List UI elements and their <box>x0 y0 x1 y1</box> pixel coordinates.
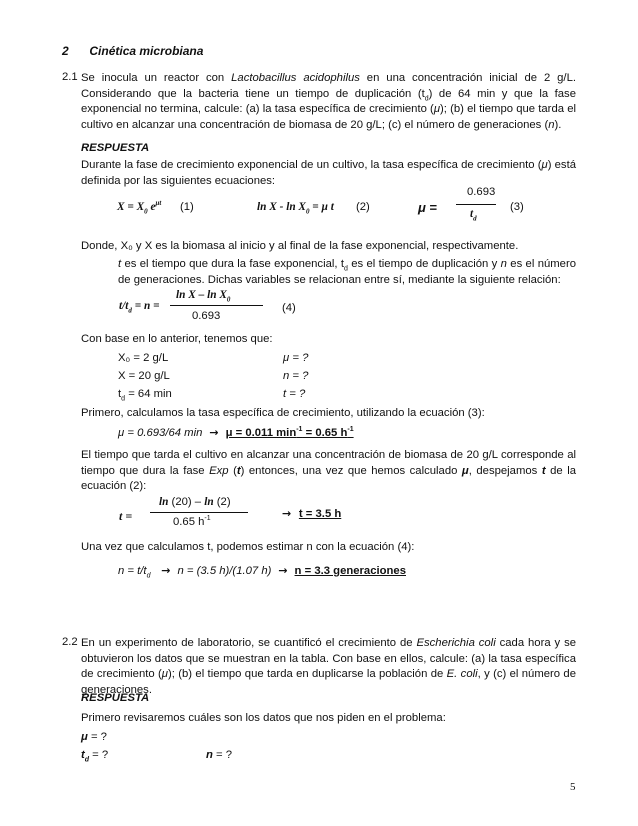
equation-5-denominator: 0.65 $h^{-1}$ <box>173 515 211 528</box>
equation-3-numerator: 0.693 <box>467 186 496 198</box>
equation-2: $\ln X - \ln X_0 = \mu$ t <box>257 201 334 216</box>
arrow-right-icon: → <box>205 426 223 439</box>
equation-5-fraction-bar <box>150 512 248 513</box>
respuesta-heading: RESPUESTA <box>81 142 150 154</box>
equation-3-denominator: $t_d$ <box>470 208 477 223</box>
ask-td: $t_d$ = ? <box>81 749 109 764</box>
mu-calculation: μ = 0.693/64 min → μ = 0.011 $\min^{-1} = 0.65$ $h^{-1}$ <box>118 426 354 439</box>
ask-n: n = ? <box>206 749 233 761</box>
arrow-right-icon: → <box>282 507 299 520</box>
section-title: Cinética microbiana <box>89 44 204 58</box>
donde-paragraph: Donde, X₀ y X es la biomasa al inicio y al final de la fase exponencial, respectivamente. <box>81 240 519 252</box>
n-result: n = 3.3 generaciones <box>294 565 406 577</box>
tdef-paragraph: t es el tiempo que dura la fase exponencial, $t_d$ es el tiempo de duplicación y n es el número de generaciones. Dichas variables se relacionan entre sí, mediante la siguiente relación: <box>118 258 576 286</box>
ask-mu: μ = ? <box>81 731 107 743</box>
problem-number: 2.2 <box>62 636 78 648</box>
data-t: t = ? <box>283 388 306 400</box>
intro-paragraph: Durante la fase de crecimiento exponencial de un cultivo, la tasa específica de crecimiento (μ) está definida por las siguientes ecuaciones: <box>81 159 576 187</box>
equation-4-numerator: ln X – $\ln X_0$ <box>176 289 231 304</box>
equation-3-number: (3) <box>510 201 524 213</box>
equation-3-fraction-bar <box>456 204 496 205</box>
conbase-text: Con base en lo anterior, tenemos que: <box>81 333 273 345</box>
data-x: X = 20 g/L <box>118 370 170 382</box>
page-number: 5 <box>570 781 576 793</box>
problem-number: 2.1 <box>62 71 78 83</box>
n-calculation: $n = t/t_d \to n = (3.5$ h)/(1.07 h) → n = 3.3 generaciones <box>118 564 406 580</box>
problem-2-2-text: En un experimento de laboratorio, se cuantificó el crecimiento de Escherichia coli cada hora y se obtuvieron los datos que se muestran en la tabla. Con base en ellos, calcule: (a) la tasa específica de crecimiento (μ); (b) el tiempo que tarda en duplicarse la población de E. coli, y (c) el número de generaciones. <box>81 637 577 696</box>
t-result-line <box>282 507 341 520</box>
primero-text: Primero, calculamos la tasa específica de crecimiento, utilizando la ecuación (3): <box>81 407 485 419</box>
t-result: t = 3.5 h <box>298 508 342 520</box>
section-number: 2 <box>62 44 69 58</box>
respuesta-heading: RESPUESTA <box>81 692 150 704</box>
data-td: $t_d = 64$ min <box>118 388 172 403</box>
problem-2-1-text: Se inocula un reactor con Lactobacillus acidophilus en una concentración inicial de 2 g/L. Considerando que la bacteria tiene un tiempo de duplicación $(t_d)$ de 64 min y que la fase exponencial no termina, calcule: (a) la tasa específica de crecimiento (μ); (b) el tiempo que tarda el cultivo en alcanzar una concentración de biomasa de 20 g/L; (c) el número de generaciones (n). <box>81 72 576 131</box>
equation-5-numerator: ln (20) – ln (2) <box>159 496 231 508</box>
equation-4-denominator: 0.693 <box>192 310 221 322</box>
equation-3-lhs: μ = <box>418 200 438 215</box>
data-mu: μ = ? <box>283 352 309 364</box>
data-x0: X₀ = 2 g/L <box>118 352 169 364</box>
equation-1-number: (1) <box>180 201 194 213</box>
section-heading <box>62 44 203 58</box>
mu-result: μ = 0.011 $\min^{-1} = 0.65$ $h^{-1}$ <box>225 426 354 439</box>
equation-4-fraction-bar <box>170 305 263 306</box>
equation-4-lhs: $t/t_d = n$ = <box>119 300 160 315</box>
equation-5-lhs: t = <box>119 509 133 523</box>
equation-2-number: (2) <box>356 201 370 213</box>
tiempo-paragraph: El tiempo que tarda el cultivo en alcanzar una concentración de biomasa de 20 g/L corresponde al tiempo que dura la fase Exp (t) entonces, una vez que hemos calculado μ, despejamos t de la ecuación (2): <box>81 449 576 492</box>
unavez-text: Una vez que calculamos t, podemos estimar n con la ecuación (4): <box>81 541 415 553</box>
arrow-right-icon: → <box>153 564 175 577</box>
equation-4-number: (4) <box>282 302 296 314</box>
revisaremos-text: Primero revisaremos cuáles son los datos que nos piden en el problema: <box>81 712 446 724</box>
arrow-right-icon: → <box>274 564 292 577</box>
equation-1: $X = X_0$ $e^{\mu t}$ <box>117 199 162 216</box>
data-n: n = ? <box>283 370 309 382</box>
